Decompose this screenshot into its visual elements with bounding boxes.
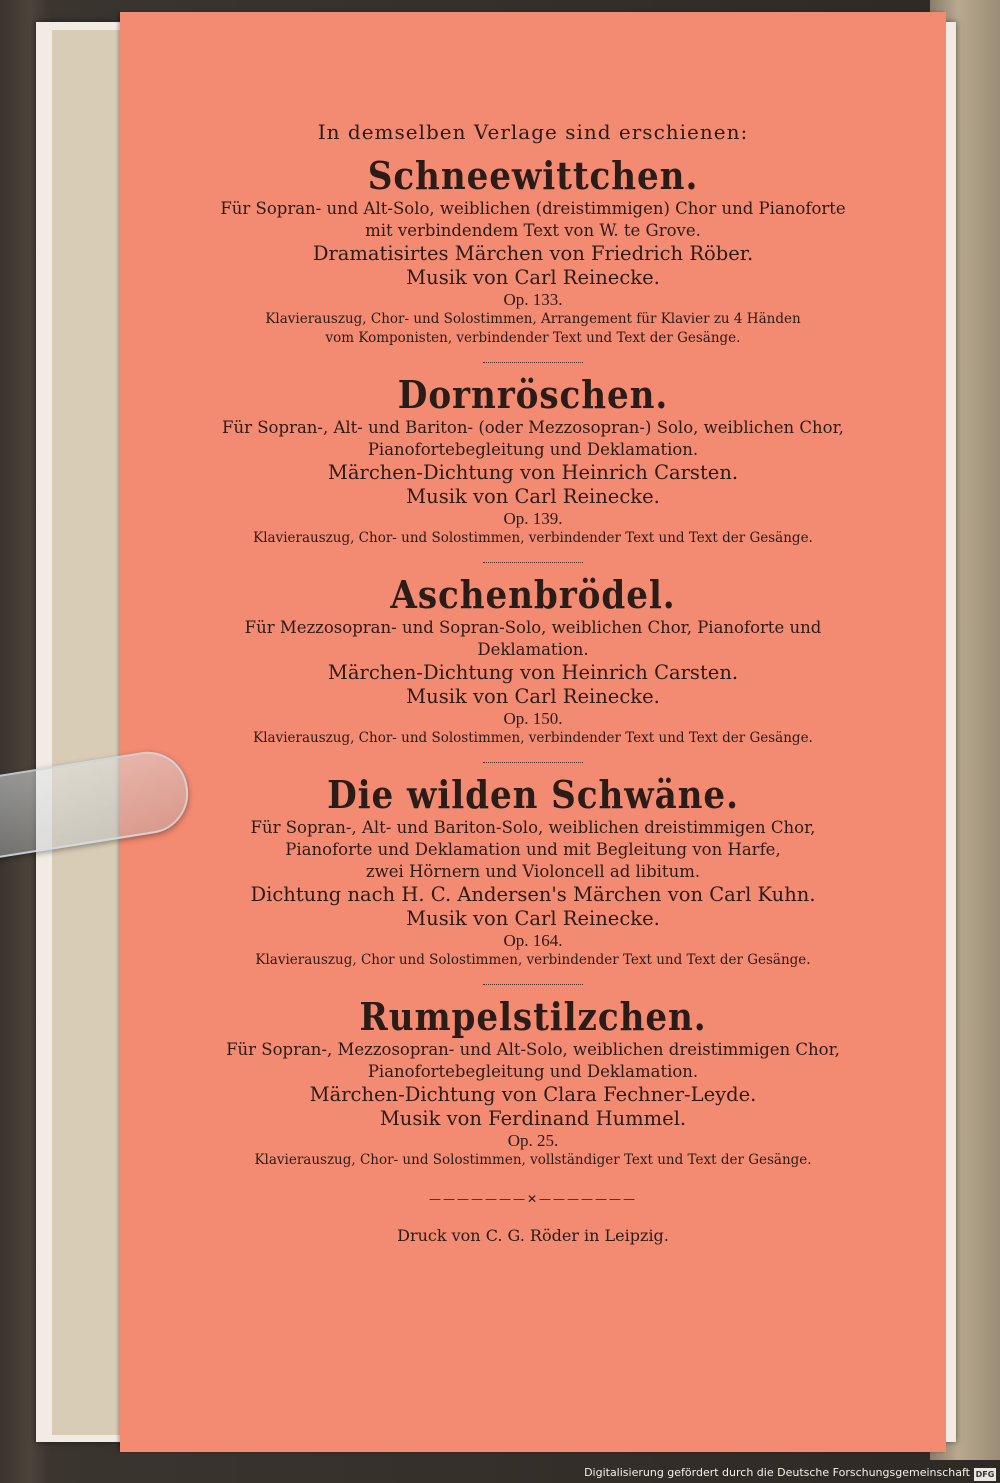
work-opus: Op. 25.	[507, 1131, 559, 1150]
intro-line: In demselben Verlage sind erschienen:	[317, 120, 749, 144]
work-edition-note: Klavierauszug, Chor- und Solostimmen, verbindender Text und Text der Gesänge.	[253, 530, 813, 546]
dfg-logo: DFG	[975, 1470, 995, 1479]
work-section	[120, 373, 946, 563]
work-description-line: Für Sopran- und Alt-Solo, weiblichen (dreistimmigen) Chor und Pianoforte	[220, 199, 846, 218]
work-section	[120, 995, 946, 1170]
work-composer-line: Musik von Carl Reinecke.	[406, 907, 660, 930]
work-title: Aschenbrödel.	[390, 572, 676, 617]
work-title: Dornröschen.	[397, 372, 669, 417]
work-composer-line: Musik von Carl Reinecke.	[406, 485, 660, 508]
work-description-line: mit verbindendem Text von W. te Grove.	[365, 221, 701, 240]
printer-line: Druck von C. G. Röder in Leipzig.	[397, 1226, 669, 1245]
sections-list	[120, 154, 946, 1170]
work-author-line: Dichtung nach H. C. Andersen's Märchen von Carl Kuhn.	[250, 883, 816, 906]
work-author-line: Märchen-Dichtung von Clara Fechner-Leyde.	[309, 1083, 757, 1106]
work-opus: Op. 139.	[503, 509, 563, 528]
work-section	[120, 573, 946, 763]
work-edition-note: Klavierauszug, Chor- und Solostimmen, verbindender Text und Text der Gesänge.	[253, 730, 813, 746]
work-opus: Op. 164.	[503, 931, 563, 950]
work-description-line: Pianofortebegleitung und Deklamation.	[367, 440, 699, 459]
work-title: Die wilden Schwäne.	[327, 772, 739, 817]
page-content	[120, 120, 946, 1245]
work-section	[120, 154, 946, 363]
work-description-line: Für Sopran-, Alt- und Bariton- (oder Mezzosopran-) Solo, weiblichen Chor,	[222, 418, 844, 437]
work-edition-note: Klavierauszug, Chor- und Solostimmen, vollständiger Text und Text der Gesänge.	[254, 1152, 812, 1168]
work-composer-line: Musik von Carl Reinecke.	[406, 266, 660, 289]
work-description-line: zwei Hörnern und Violoncell ad libitum.	[365, 862, 701, 881]
work-edition-note: vom Komponisten, verbindender Text und Text der Gesänge.	[325, 330, 741, 346]
work-author-line: Dramatisirtes Märchen von Friedrich Röber.	[312, 242, 754, 265]
work-author-line: Märchen-Dichtung von Heinrich Carsten.	[327, 461, 739, 484]
work-opus: Op. 133.	[503, 290, 563, 309]
work-composer-line: Musik von Ferdinand Hummel.	[379, 1107, 687, 1130]
digitization-credit: Digitalisierung gefördert durch die Deutsche Forschungsgemeinschaft	[584, 1466, 970, 1479]
work-description-line: Für Mezzosopran- und Sopran-Solo, weiblichen Chor, Pianoforte und	[244, 618, 822, 637]
work-opus: Op. 150.	[503, 709, 563, 728]
section-divider	[483, 356, 583, 363]
section-divider	[483, 756, 583, 763]
work-description-line: Pianoforte und Deklamation und mit Begleitung von Harfe,	[285, 840, 781, 859]
work-composer-line: Musik von Carl Reinecke.	[406, 685, 660, 708]
work-description-line: Für Sopran-, Mezzosopran- und Alt-Solo, weiblichen dreistimmigen Chor,	[226, 1040, 840, 1059]
section-divider	[483, 556, 583, 563]
work-edition-note: Klavierauszug, Chor und Solostimmen, verbindender Text und Text der Gesänge.	[255, 952, 811, 968]
section-divider	[483, 978, 583, 985]
work-description-line: Für Sopran-, Alt- und Bariton-Solo, weiblichen dreistimmigen Chor,	[250, 818, 816, 837]
work-description-line: Deklamation.	[477, 640, 589, 659]
work-title: Schneewittchen.	[367, 153, 699, 198]
work-title: Rumpelstilzchen.	[359, 994, 707, 1039]
work-section	[120, 773, 946, 985]
footer-ornament: ———————✕———————	[428, 1192, 638, 1206]
work-author-line: Märchen-Dichtung von Heinrich Carsten.	[327, 661, 739, 684]
work-edition-note: Klavierauszug, Chor- und Solostimmen, Arrangement für Klavier zu 4 Händen	[265, 311, 801, 327]
work-description-line: Pianofortebegleitung und Deklamation.	[367, 1062, 699, 1081]
